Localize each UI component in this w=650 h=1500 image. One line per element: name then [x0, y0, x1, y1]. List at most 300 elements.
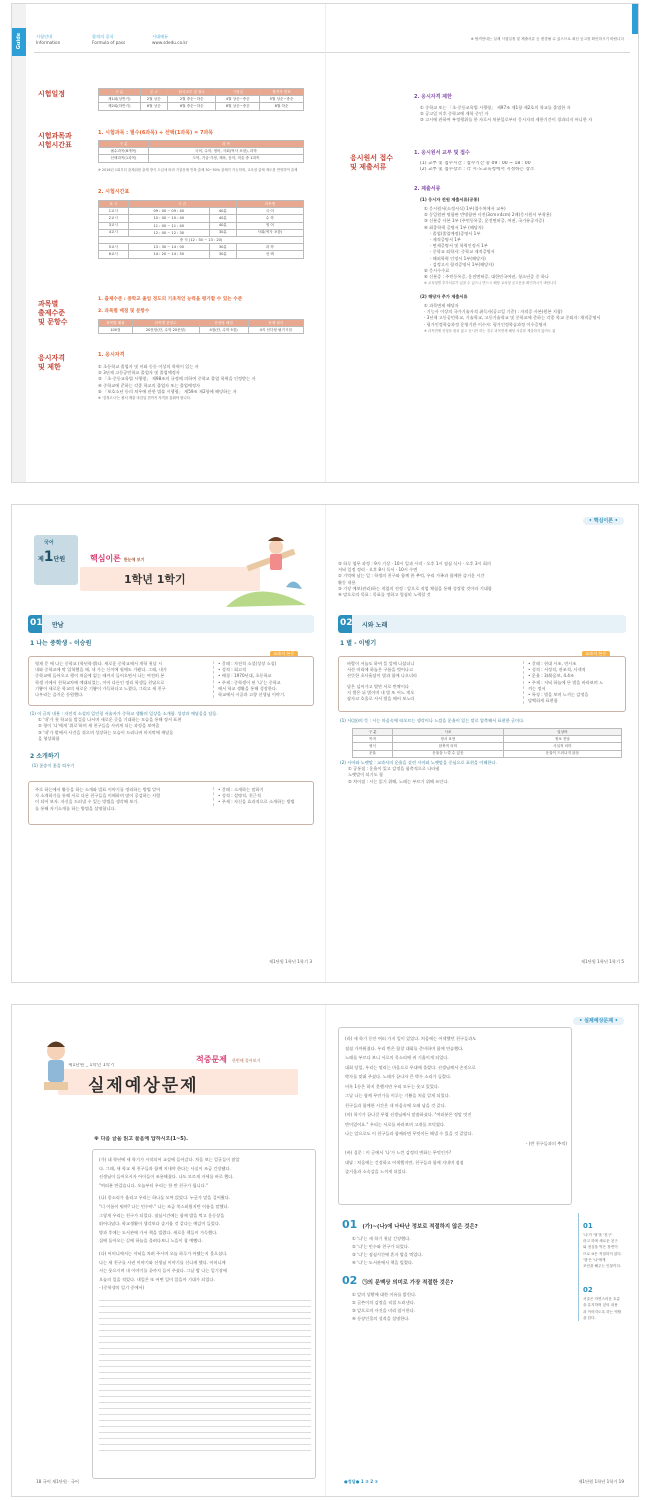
subjects-label: 시험과목과 시험시간표: [38, 132, 72, 149]
info-line: • 배경 : 1970년대, 초등학교: [218, 673, 272, 679]
table-cell: 6월 상순: [140, 103, 168, 110]
list-item: ① 초등학교 졸업자 및 이와 동등 이상의 학력이 있는 자: [98, 364, 199, 369]
passage-line: - (중학생의 일기 중에서): [99, 1285, 145, 1291]
table-cell: 5교시: [99, 244, 129, 251]
format-label: 과목별 출제수준 및 문항수: [38, 300, 68, 326]
table-row: [99, 222, 304, 229]
point-line: ③ '내'가 밖에서 사건을 겪으며 성장하는 모습이 드러나며 마지막에 깨달음: [38, 729, 174, 735]
answer-line: 서술은 자연스러운 흐름: [583, 1297, 620, 1302]
sec2-subtitle: 2 소개하기: [30, 753, 60, 760]
table-cell: 13 : 30 ~ 14 : 00: [128, 244, 209, 251]
passage-line: 반이었어요." 우리는 서로를 바라보며 고개를 끄덕였다.: [345, 1121, 446, 1127]
point-line: 을 형상화함: [38, 735, 60, 741]
table-header: 원서교부 및 접수: [168, 89, 216, 96]
table-cell: 30분: [209, 244, 236, 251]
unit-number: 1: [43, 549, 54, 565]
table-cell: 수 학: [236, 215, 303, 222]
list-item: · 면제증명서 및 학력인정서 1부: [430, 243, 488, 249]
list-item: · 평가인정학습과정 운영기관 이수자: 평가인정학습과정 이수증명서: [424, 321, 547, 327]
answer-key: ●정답● 1 ③ 2 ①: [344, 1479, 379, 1484]
table-cell: 40분: [209, 222, 236, 229]
table-cell: 국어, 수학, 영어, 사회(역사 포함), 과학: [149, 148, 304, 155]
list-item: ② 3년제 고등공민학교 졸업자 및 졸업예정자: [98, 370, 180, 376]
docs-2-note: ※ 과목면제 신청을 원치 않고 응시만 하는 경우 과목면제 해당 서류를 제출하지 않아도 됨: [424, 328, 556, 333]
list-item: (2) 교부 및 접수장소 : 각 시·도교육청에서 지정하는 장소: [420, 167, 535, 173]
passage-line: "너 이름이 뭐야? 나는 민수야." 나는 조금 쑥스러웠지만 이름을 말했다.: [99, 1203, 229, 1209]
table-cell: 8월 하순: [260, 103, 304, 110]
table-cell: 형식: [353, 743, 393, 750]
practice-problems-spread: [12, 1005, 638, 1496]
passage-line: (다) 어머니께서는 저녁을 차려 주시며 오늘 하루가 어땠는지 물으셨다.: [99, 1250, 228, 1256]
list-item: · 졸업(졸업예정)증명서 1부: [430, 230, 481, 236]
header-col-sub: www.sdedu.co.kr: [152, 40, 188, 46]
answer-2: [583, 1277, 634, 1321]
point-line: (2) 시어와 노랫말 : 교과서의 운율을 살린 시어와 노랫말을 중심으로 표현을 이해한다.: [340, 760, 497, 765]
header-col-title: 합격의 공식: [92, 34, 114, 39]
submit-1-title: 1. 응시원서 교부 및 접수: [414, 150, 470, 156]
passage-line: 나는 새 친구를 사귄 이야기와 선생님 이야기를 신나게 했다. 어머니께: [99, 1259, 226, 1265]
header-note: ※ 합격안내는 실제 시험일정 및 제출서류 등 변경될 수 있으므로 최신 공고를 확인하시기 바랍니다: [470, 37, 624, 41]
table-cell: 2월 상순: [140, 96, 168, 103]
sec3-tag: 교과서 본문: [582, 651, 610, 657]
practice-banner: [28, 1025, 314, 1115]
table-cell: 국 어: [236, 208, 303, 215]
center-fold: [325, 4, 326, 482]
eligibility-label: 응시자격 및 제한: [38, 354, 66, 371]
list-item: ③ 신분증 사본 1부 (주민등록증, 운전면허증, 여권, 국가유공자증): [424, 218, 545, 224]
sec3-subtitle: 1 별 - 이병기: [340, 640, 377, 647]
guide-tab-text: Guide: [16, 32, 22, 50]
table-cell: 2교시: [99, 215, 129, 222]
table-cell: 09 : 00 ~ 09 : 40: [128, 208, 209, 215]
table-row: [99, 208, 304, 215]
unit-subject: 국어: [44, 540, 54, 546]
choice-list: [342, 1291, 570, 1323]
side-tab-accent: [632, 4, 638, 34]
left-page-footer: 18 국어 제1단원 · 국어: [36, 1479, 79, 1484]
point-line: ① 공통점 : 운율이 있고 감정을 함축적으로 나타냄: [348, 766, 440, 772]
answer-number: 01: [583, 1222, 593, 1230]
info-line: • 운율 : 3(4)음보, 4.4조: [528, 673, 575, 679]
passage-line: (나) 종소리가 울리고 우리는 하나둘 모여 앉았다. 누군가 말을 걸어왔다.: [99, 1195, 231, 1201]
table-row: [99, 229, 304, 236]
table-cell: 과 학: [236, 244, 303, 251]
passage-line: 를 통해 자기소개를 하는 방법을 설명합니다.: [35, 805, 116, 811]
info-line: • 주제 : 중학생이 된 '나'는 중학교: [218, 679, 281, 685]
question-text: (가)~(나)에 나타난 정보로 적절하지 않은 것은?: [362, 1224, 478, 1230]
list-item: ② 동일원판 명함판 반명함판 사진(3cm×4cm) 2매(응시원서 부착용): [424, 212, 552, 218]
table-header: 시조: [393, 729, 504, 736]
info-line: 에서 학교 생활을 통해 성장한다.: [218, 685, 278, 691]
table-header: 구 분: [353, 729, 393, 736]
table-header: 과목별 문항수: [132, 320, 199, 327]
table-cell: 6교시: [99, 251, 129, 258]
list-item: · 중학교 퇴학자: 중학교 재적증명서: [430, 249, 495, 255]
student-illustration-icon: [28, 1033, 84, 1103]
answer-sidebar: [578, 1213, 634, 1321]
table-cell: 제1회(상반기): [99, 96, 141, 103]
section-02-header: [338, 615, 626, 633]
passage-line: 점점 가까워졌다. 우리 반은 합창 대회를 준비하며 함께 연습했다.: [345, 1045, 464, 1051]
passage-line: 대회 당일, 우리는 떨리는 마음으로 무대에 올랐다. 선생님께서 손짓으로: [345, 1064, 476, 1070]
docs-2-list: [424, 303, 620, 334]
docs-list: [424, 206, 620, 287]
sec2-passage-box: [28, 781, 314, 825]
table-cell: 목적: [353, 736, 393, 743]
answer-number: 02: [583, 1286, 593, 1295]
table-header: 과 목: [149, 141, 304, 148]
eligibility-title: 1. 응시자격: [98, 352, 125, 358]
passage-line: 집에 돌아오는 길에 하늘을 올려다보니 노을이 참 예뻤다.: [99, 1238, 203, 1244]
passage-line: 그렇게 우리는 친구가 되었다. 점심시간에는 함께 밥을 먹고 운동장을: [99, 1212, 225, 1218]
subjects-title: 1. 시험과목 : 필수(6과목) + 선택(1과목) = 7과목: [98, 130, 214, 136]
choice-item[interactable]: ③ '나'는 점심시간에 혼자 밥을 먹었다.: [352, 1252, 423, 1257]
banner-big: 적중문제: [196, 1055, 227, 1064]
table-row: [99, 251, 304, 258]
table-cell: 20문항(단, 수학 20문항): [132, 327, 199, 334]
poem-line: 산뜻한 초사흘달이 별과 함께 나오더라: [347, 673, 418, 679]
sec1-subtitle: 1 나는 중학생 - 이승원: [30, 640, 92, 647]
answer-line: 므로 ③은 적절하지 않다.: [583, 1251, 623, 1256]
table-cell: 3교시: [99, 222, 129, 229]
answer-line: 라고 하며 새로운 친구: [583, 1239, 618, 1244]
table-cell: 11 : 00 ~ 11 : 40: [128, 222, 209, 229]
passage-line: 선생님이 들어오시자 아이들이 조용해졌다. 나도 모르게 자세를 바로 했다.: [99, 1174, 234, 1180]
unit-prefix: 제: [38, 556, 44, 563]
passage-line: - (반 친구들과의 추억): [525, 1140, 567, 1146]
passage-line: (가) 네 학년에 새 학기가 시작되어 교실에 들어갔다. 처음 보는 얼굴들이 많았: [99, 1157, 240, 1162]
answer-line: 을 한다.: [583, 1315, 596, 1320]
list-item: ③ 고시에 관하여 부정행위를 한 자로서 처분일로부터 응시자격 제한기간이 경과되지 아니한 자: [420, 117, 593, 123]
table-row: [99, 236, 304, 243]
passage-line: 오늘의 일을 적었다. 내일은 또 어떤 일이 있을까 기대가 되었다.: [99, 1276, 215, 1282]
text-line: ③ 하루 업무 과정 : 9시 기상 · 10시 일과 시작 · 오후 1시 점심 식사 · 오후 3시 회의: [338, 561, 491, 566]
table-cell: 정서 표현: [393, 736, 504, 743]
submit-label: 응시원서 접수 및 제출서류: [350, 154, 394, 171]
choice-item[interactable]: ④ 등장인물의 성격을 설명한다.: [352, 1316, 410, 1321]
section-number: 01: [30, 618, 43, 628]
point-line: (1) 이 글의 내용 : 자전적 소설의 일인칭 서술자가 중학교 생활의 일상을 소개함. 성장과 깨달음을 담음.: [30, 711, 218, 716]
table-cell: 4지 선다형 필기시험: [248, 327, 303, 334]
passage-line: 영재 문 에 나는 중학교 (학년학생)다. 새로운 중학교에서 개학 첫날 시: [35, 661, 163, 666]
table-header: 과목별 배점: [99, 320, 133, 327]
list-item: ④ 중학교에 준하는 각종 학교의 졸업자 또는 졸업예정자: [98, 382, 201, 388]
list-item: · 기능사 이상의 국가기술자격 취득자(공고일 기준) : 자격증 사본(원본 지참): [424, 309, 563, 315]
passage-line: 뛰어다녔다. 학교생활이 생각보다 즐거울 것 같다는 예감이 들었다.: [99, 1221, 221, 1227]
guide-page-spread: [12, 4, 638, 482]
choice-item[interactable]: ③ 앞으로의 사건을 미리 암시한다.: [352, 1308, 415, 1313]
table-cell: 중 식 (12 : 30 ~ 13 : 20): [99, 236, 304, 243]
table-cell: 선택과목(1과목): [99, 155, 149, 162]
table-cell: 사회(역사 포함): [236, 229, 303, 236]
poem-point-1: (1) 시(詩)의 뜻 : 시는 마음속에 떠오르는 생각이나 느낌을 운율이 있는 말로 압축해서 표현한 글이다.: [340, 718, 525, 723]
poem-info: [523, 661, 623, 704]
passage-line: (마) 학기가 끝나갈 무렵 선생님께서 말씀하셨다. "여러분은 정말 멋진: [345, 1112, 472, 1117]
table-cell: 4교시: [99, 229, 129, 236]
passage-line: 비록 1등은 하지 못했지만 우리 모두는 웃고 있었다.: [345, 1083, 440, 1089]
info-line: 담백하게 표현함: [528, 698, 558, 704]
passage-line: 그날 나는 함께 무언가를 이루는 기쁨을 처음 알게 되었다.: [345, 1093, 451, 1098]
passage-line: (라) 새 학기 동안 여러 가지 일이 있었다. 처음에는 어색했던 친구들과도: [345, 1036, 477, 1041]
passage-line: 중학교에 들어오고 행이 처음에 없는 때까지 들어오면서 나는 여전히 본: [35, 673, 165, 679]
passage-right-box: [338, 1027, 572, 1205]
core-sub: 한눈에 보기: [123, 557, 145, 562]
table-header: 구 분: [99, 141, 149, 148]
format-level: 1. 출제수준 : 중학교 졸업 정도의 기초적인 능력을 평가할 수 있는 수준: [98, 297, 243, 302]
header-col-sub: Information: [36, 40, 61, 46]
table-row: [353, 750, 622, 757]
schedule-label: 시험일정: [38, 90, 66, 98]
unit-banner: [28, 527, 314, 613]
table-cell: 100점: [99, 327, 133, 334]
point-line: 노랫말이 되기도 함: [348, 772, 384, 778]
poem-box: [338, 656, 626, 712]
poem-line: 달은 넘어가고 별만 서로 반짝이다: [347, 683, 409, 689]
header-col-1: [36, 34, 60, 46]
poem-line: 저 별은 뉘 별이며 내 별 또 어느 게오: [347, 689, 415, 695]
section-number: 02: [340, 618, 353, 628]
right-page-footer: 제1단원 1학년 1학기 19: [578, 1479, 624, 1484]
format-score-title: 2. 과목별 배점 및 문항수: [98, 309, 150, 314]
choice-item[interactable]: ① 앞의 상황에 대한 이유를 밝힌다.: [352, 1292, 417, 1297]
right-badge: • 실제예상문제 •: [573, 1017, 624, 1025]
table-cell: 4점(단, 수학 5점): [199, 327, 248, 334]
list-item: ⑥ 신분증 : 주민등록증, 운전면허증, 대한민국여권, 청소년증 중 하나: [424, 274, 549, 280]
answer-line: '형'은 '나'에게: [583, 1257, 606, 1262]
table-cell: 40분: [209, 208, 236, 215]
question-number: 02: [342, 1274, 358, 1287]
eligibility-note: ※ '검정고시'는 원서 제출 마감일 전까지 자격을 갖춰야 합니다.: [98, 396, 192, 401]
table-cell: 10 : 00 ~ 10 : 40: [128, 215, 209, 222]
passage-line: 주로 하는에서 활동을 하는 소개와 발표 이야기를 정리하는 방법 알아: [35, 787, 161, 792]
info-line: • 주제 : 자신을 효과적으로 소개하는 방법: [218, 799, 295, 805]
choice-item[interactable]: ④ '나'는 도서관에서 책을 빌렸다.: [352, 1260, 414, 1265]
table-cell: 도덕, 기술·가정, 체육, 음악, 미술 중 1과목: [149, 155, 304, 162]
compare-table: [352, 728, 622, 758]
table-row: [99, 244, 304, 251]
banner-sub: 한번에 풀어보기: [232, 1058, 261, 1063]
table-header: 문제 형식: [248, 320, 303, 327]
list-item: · 3년제 고등공민학교, 기술학교, 고등기술학교 및 중학교에 준하는 각종 학교 중퇴자: 재적증명서: [424, 315, 601, 321]
restrict-list: [420, 105, 620, 124]
answer-line: 조언을 해주는 인물이다.: [583, 1264, 622, 1269]
table-header: 문항당 배점: [199, 320, 248, 327]
passage-line: 박자를 맞춰 주셨다. 노래가 끝나자 큰 박수 소리가 들렸다.: [345, 1074, 452, 1079]
choice-item[interactable]: ② 글쓴이의 감정을 직접 드러낸다.: [352, 1300, 415, 1305]
table-cell: 사실적 의미: [503, 743, 621, 750]
choice-item[interactable]: ① '나'는 새 학기 첫날 긴장했다.: [352, 1236, 411, 1241]
side-tab: [12, 4, 26, 482]
list-item: ① 과목면제 해당자: [424, 303, 459, 308]
table-row: [99, 103, 304, 110]
main-title: 실제예상문제: [88, 1076, 199, 1096]
choice-item[interactable]: ② '나'는 민수와 친구가 되었다.: [352, 1244, 410, 1249]
info-line: • 갈래 : 소개하는 말하기: [218, 787, 264, 792]
docs-1-title: (1) 응시자 전원 제출서류(공통): [420, 197, 480, 202]
passage-right: [345, 1034, 567, 1177]
passage-line: 나우리는 즐거운 등원했다.: [35, 692, 84, 698]
passage-line: 대답 : 처음에는 긴장하고 어색했지만, 친구들과 함께 지내며 점점: [345, 1159, 464, 1165]
text-line: 활동 내용: [338, 579, 356, 585]
table-cell: 30분: [209, 229, 236, 236]
schedule-table: [98, 88, 304, 111]
list-item: ⑤ 응시수수료: [424, 268, 450, 274]
table-cell: 제2회(하반기): [99, 103, 141, 110]
center-fold: [325, 1005, 326, 1496]
table-header: 합격자 발표: [260, 89, 304, 96]
banner-big-row: [196, 1047, 260, 1066]
header-col-3: [152, 34, 188, 46]
table-row: [353, 743, 622, 750]
answer-1: [583, 1213, 634, 1269]
point-line: ② 형이 '나'에게 '위로'하며 새 친구들을 사귀게 되는 과정을 보여줌: [38, 723, 160, 729]
core-label-row: [90, 553, 144, 564]
table-cell: 14 : 20 ~ 14 : 50: [128, 251, 209, 258]
poem: [347, 661, 507, 702]
eligibility-list: [98, 364, 308, 401]
table-header: 공 고: [140, 89, 168, 96]
text-line: 저녁 일정 정리 · 오후 8시 독서 · 10시 수면: [338, 567, 418, 573]
core-label: 핵심이론: [90, 554, 121, 563]
passage-line: 학생 키에서 친척교차에 예대되었는, 이어 다른인 정리 학생들 친답으로: [35, 679, 165, 685]
table-row: [99, 155, 304, 162]
info-line: • 성격 : 설명적, 친근적: [218, 793, 261, 799]
table-cell: 1교시: [99, 208, 129, 215]
poem-line: 바람이 서늘도 하여 뜰 앞에 나섰더니: [347, 661, 415, 666]
table-header: 시 간: [128, 201, 236, 208]
question-1: [342, 1213, 570, 1267]
subjects-note: ※ 2016년 1회부터 출제위원 출제 방식 도입에 따라 기출문제 반복 출제 30~50% 출제가 가능하며, 교육청 출제 제도를 반영하여 출제: [98, 168, 298, 172]
sec1-points: [30, 711, 314, 742]
list-item: ① 중학교 또는 「초·중등교육법 시행령」 제97조 제1항 제2호의 학교를 졸업한 자: [420, 105, 571, 110]
small-title: 제1단원 _ 1학년 1학기: [68, 1063, 115, 1068]
sec2-item: (1) 꽃송이 꽃을 틔우기: [32, 763, 75, 768]
subjects-table: [98, 140, 304, 163]
list-item: ① 응시원서(소정서식) 1부(접수처에서 교부): [424, 206, 506, 211]
section-01-header: [28, 615, 314, 633]
table-cell: 12 : 00 ~ 12 : 30: [128, 229, 209, 236]
table-row: [99, 148, 304, 155]
table-cell: 함축적 의미: [393, 743, 504, 750]
table-header: 시험일: [216, 89, 260, 96]
passage-line: 친구들과 함께한 시간은 내 마음속에 오래 남을 것 같다.: [345, 1102, 446, 1108]
table-cell: 정보 전달: [503, 736, 621, 743]
info-line: • 성격 : 서정적, 관조적, 사색적: [528, 667, 586, 673]
table-cell: 운율이 드러나지 않음: [503, 750, 621, 757]
unit-suffix: 단원: [53, 556, 66, 563]
list-item: · 해외학력 인정서 1부(해당자): [430, 255, 486, 261]
text-line: ③ 기장 예보(관리)하는 직업의 진정 : 앞으로 직업 체험을 통해 성장할 것이라 기대함: [338, 585, 492, 591]
table-cell: 2월 중순~하순: [168, 96, 216, 103]
sec1-info: [213, 661, 311, 698]
passage-line: 방과 후에는 도서관에 가서 책을 빌렸다. 새로운 책들이 가득했다.: [99, 1229, 218, 1235]
instruction: ※ 다음 글을 읽고 물음에 답하시오(1~5).: [94, 1136, 188, 1142]
right-top-lines: [338, 561, 628, 598]
passage-line: 노래를 부르다 보니 서로의 목소리에 귀 기울이게 되었다.: [345, 1055, 449, 1060]
sec1-passage-box: [28, 656, 314, 706]
list-item: · 검정고시 합격증명서 1부(해당자): [430, 261, 494, 267]
left-page-footer: 제1단원 1학년 1학기 3: [269, 959, 312, 964]
passage-left: [99, 1156, 311, 1293]
header-col-sub: Formula of pass: [92, 40, 126, 46]
passage-line: 내와 중학교에 막 입학했을 때, 내 가는 신이에 월에도 가봤다. 그래, 내가: [35, 667, 167, 673]
list-item: (1) 교부 및 접수시간 : 접수기간 중 09 : 00 ~ 18 : 00: [420, 161, 531, 166]
choice-list: [342, 1235, 570, 1267]
girl-illustration-icon: [216, 527, 312, 613]
info-line: • 주제 : 저녁 하늘에 뜬 별을 바라보며 느: [528, 679, 604, 685]
passage-line: 서는 웃으시며 내 이야기를 끝까지 들어 주셨다. 그날 밤 나는 일기장에: [99, 1268, 227, 1274]
poem-line: 서산 머리에 하늘은 구름을 벗어나고: [347, 667, 414, 673]
section-title: 만남: [52, 622, 64, 629]
answer-line: 을 유지하며 앞의 내용: [583, 1303, 618, 1308]
submit-1-list: [420, 161, 620, 173]
header-col-2: [92, 34, 125, 46]
answer-line: '나'가 '형'을 '친구': [583, 1233, 613, 1237]
timetable-title: 2. 시험시간표: [98, 189, 130, 195]
passage-line: 즐거움과 소속감을 느끼게 되었다.: [345, 1169, 407, 1174]
list-item: ④ 최종학력 증명서 1부 (해당자): [424, 224, 484, 230]
docs-2-title: (2) 해당자 추가 제출서류: [420, 294, 468, 299]
table-row: [353, 736, 622, 743]
passage-line: 나는 앞으로도 이 친구들과 함께라면 무엇이든 해낼 수 있을 것 같았다.: [345, 1131, 473, 1136]
poem-line: 잠자코 호올로 서서 별을 헤어 보노라: [347, 696, 415, 702]
passage-line: 다. 그래, 새 학교 새 친구들과 함께 지내야 한다는 사실이 조금 긴장됐다.: [99, 1165, 231, 1171]
table-row: [99, 327, 304, 334]
sec2-passage: [35, 787, 205, 812]
right-badge: • 핵심이론 •: [583, 517, 624, 525]
table-cell: 5월 상순~중순: [260, 96, 304, 103]
table-header: 교 시: [99, 201, 129, 208]
table-cell: 선 택: [236, 251, 303, 258]
answer-line: 과 이어지도록 하는 역할: [583, 1309, 622, 1314]
table-cell: 영 어: [236, 222, 303, 229]
timetable: [98, 200, 304, 259]
info-line: • 갈래 : 자전적 소설(성장 소설): [218, 661, 277, 666]
passage-line: "여러분 반갑습니다. 오늘부터 우리는 한 반 친구가 됩니다.": [99, 1182, 208, 1188]
list-item: ② 공고일 이후 중학교에 재학 중인 자: [420, 111, 489, 117]
core-theory-spread: [12, 505, 638, 982]
point-line: ② 차이점 : 시는 읽기 위해, 노래는 부르기 위해 쓰인다.: [348, 778, 449, 784]
table-cell: 필수과목(6개목): [99, 148, 149, 155]
info-line: • 성격 : 회고적: [218, 667, 247, 673]
list-item: ⑤ 「보호소년 등의 처우에 관한 법률 시행령」 제59조 제2항에 해당하는 자: [98, 388, 237, 394]
docs-note: ※ 교육청별 추가서류가 있을 수 있으니 반드시 해당 교육청 공고문을 확인하시기 바랍니다: [424, 281, 557, 286]
table-header: 일상어: [503, 729, 621, 736]
list-item: ③ 「초·중등교육법 시행령」 제98조의 규정에 의하여 중학교 졸업 학력을 인정받는 자: [98, 376, 256, 382]
info-line: 학교에서 시골과 고향 선생님 이야기.: [218, 692, 286, 698]
question-number: 01: [342, 1218, 358, 1231]
table-row: [99, 96, 304, 103]
section-title: 시와 노래: [362, 622, 388, 629]
table-row: [99, 215, 304, 222]
passage-line: 자 소개하기를 통해 서로 다른 친구들을 이해하며 많이 공감하는 사람: [35, 793, 161, 799]
text-line: ④ 말으로의 목표 : 목표를 정하고 열심히 노력할 것: [338, 592, 431, 598]
header-col-title: 시험안내: [36, 34, 53, 39]
poem-point-2: [340, 760, 626, 785]
table-header: 과목명: [236, 201, 303, 208]
info-line: 끼는 정서: [528, 685, 546, 691]
table-cell: 운율을 느낄 수 있음: [393, 750, 504, 757]
text-line: ② 기억에 남는 일 : 학생의 친구와 함께 한 추억, 우리 가족과 함께한 즐거운 시간: [338, 573, 485, 579]
table-cell: 30분: [209, 251, 236, 258]
format-table: [98, 319, 304, 334]
sec1-passage: [35, 661, 205, 698]
passage-rule-lines: [99, 1300, 311, 1456]
question-2: [342, 1269, 570, 1323]
list-item: · 제적증명서 1부: [430, 237, 461, 243]
table-cell: 6월 중순~하순: [168, 103, 216, 110]
center-fold: [325, 505, 326, 982]
